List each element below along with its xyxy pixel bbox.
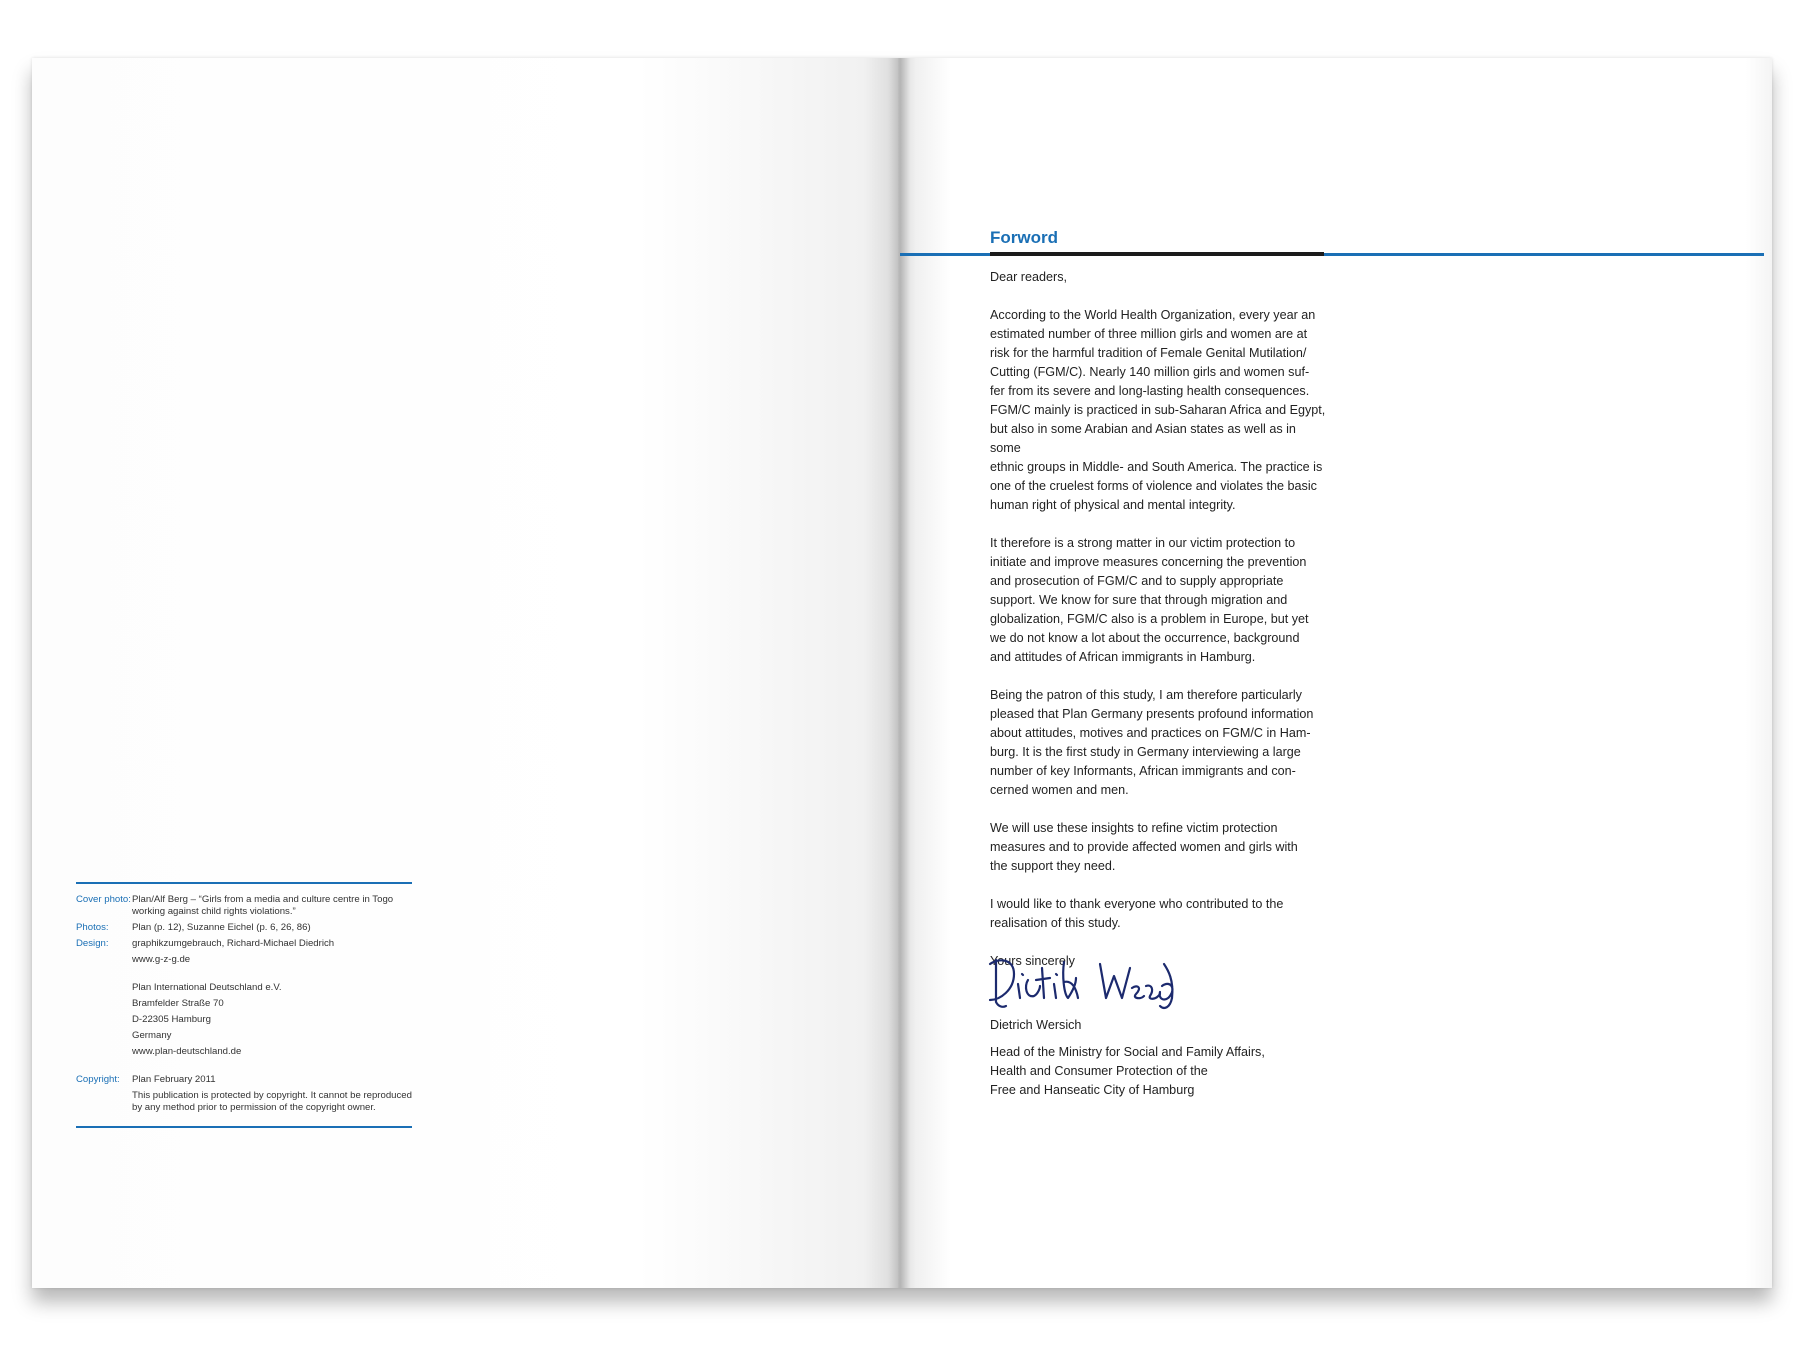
- address-line: Bramfelder Straße 70: [132, 998, 224, 1009]
- paragraph: Being the patron of this study, I am therefore particularly pleased that Plan Germany presents profound information about attitudes, motives and practices on FGM/C in Ham- burg. It is the first study in Germany interviewing a large number of key Informants, African immigrants and con- cerned women and men.: [990, 688, 1314, 797]
- signer-name: Dietrich Wersich: [990, 1018, 1082, 1032]
- signer-title-line: Health and Consumer Protection of the: [990, 1064, 1208, 1078]
- credit-copyright: [76, 1074, 412, 1114]
- credit-text: This publication is protected by copyright. It cannot be reproduced: [132, 1090, 412, 1101]
- credit-photos: [76, 922, 412, 934]
- salutation: Dear readers,: [990, 270, 1067, 284]
- credit-text: Plan February 2011: [132, 1074, 216, 1085]
- credit-label: Design:: [76, 938, 109, 949]
- address-line: Germany: [132, 1030, 172, 1041]
- credit-label: Copyright:: [76, 1074, 120, 1085]
- handwritten-signature: [984, 950, 1180, 1012]
- credit-link: www.g-z-g.de: [132, 954, 191, 965]
- paragraph: We will use these insights to refine victim protection measures and to provide affected women and girls with the support they need.: [990, 821, 1298, 873]
- credit-text: Plan (p. 12), Suzanne Eichel (p. 6, 26, 86): [132, 922, 311, 933]
- heading-rule-blue-right: [1324, 253, 1764, 256]
- publisher-address: [76, 980, 412, 1060]
- credit-text: by any method prior to permission of the copyright owner.: [132, 1102, 376, 1113]
- paragraph: According to the World Health Organization, every year an estimated number of three million girls and women are at risk for the harmful tradition of Female Genital Mutilation/ Cutting (FGM/C). Nearly 140 million girls and women suf- fer from its severe and long-lasting health consequences. FGM/C mainly is practiced in sub-Saharan Africa and Egypt, but also in some Arabian and Asian states as well as in some ethnic groups in Middle- and South America. The practice is one of the cruelest forms of violence and violates the basic human right of physical and mental integrity.: [990, 308, 1326, 512]
- page-title: Forword: [990, 228, 1058, 247]
- address-line: Plan International Deutschland e.V.: [132, 982, 282, 993]
- credit-label: Cover photo:: [76, 894, 131, 905]
- credit-text: Plan/Alf Berg – “Girls from a media and culture centre in Togo: [132, 894, 394, 905]
- closing: Yours sincerely: [990, 954, 1075, 968]
- signer-block: [990, 1016, 1330, 1100]
- heading-rule-black: [990, 252, 1324, 256]
- heading-rule-blue-left: [900, 253, 990, 256]
- credit-text: working against child rights violations.”: [132, 906, 296, 917]
- paragraph: I would like to thank everyone who contributed to the realisation of this study.: [990, 897, 1284, 930]
- address-line: D-22305 Hamburg: [132, 1014, 211, 1025]
- imprint-credits: [76, 882, 412, 1128]
- credit-design: [76, 938, 412, 966]
- paragraph: It therefore is a strong matter in our victim protection to initiate and improve measures concerning the prevention and prosecution of FGM/C and to supply appropriate support. We know for sure that through migration and globalization, FGM/C also is a problem in Europe, but yet we do not know a lot about the occurrence, background and attitudes of African immigrants in Hamburg.: [990, 536, 1309, 664]
- credit-cover-photo: [76, 894, 412, 918]
- signer-title-line: Free and Hanseatic City of Hamburg: [990, 1083, 1195, 1097]
- book-gutter: [888, 58, 910, 1288]
- forword-letter: [990, 268, 1330, 971]
- credit-text: graphikzumgebrauch, Richard-Michael Diedrich: [132, 938, 335, 949]
- credit-label: Photos:: [76, 922, 109, 933]
- signer-title-line: Head of the Ministry for Social and Family Affairs,: [990, 1045, 1265, 1059]
- address-link: www.plan-deutschland.de: [132, 1046, 242, 1057]
